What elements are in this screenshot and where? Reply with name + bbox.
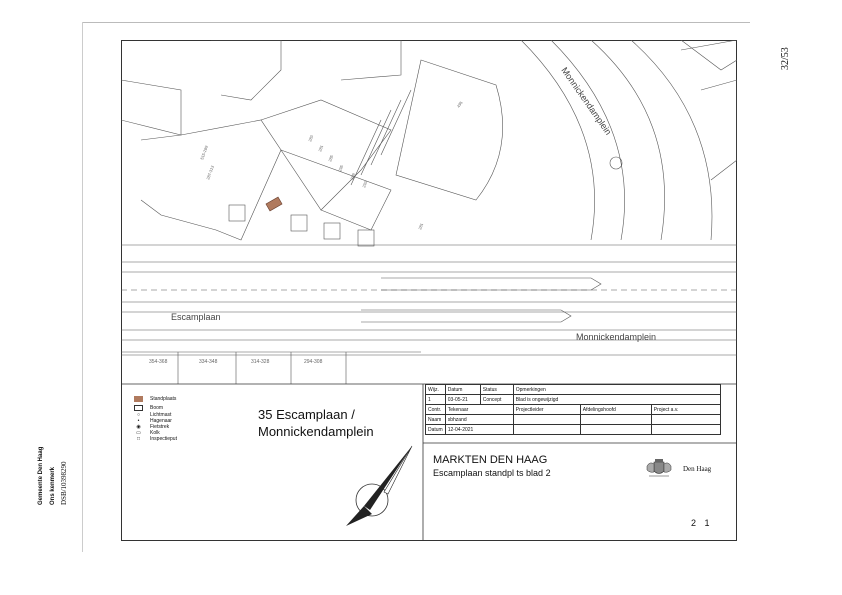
title-block <box>425 444 731 540</box>
revision-header-row <box>426 385 721 395</box>
bicycle-rack-icon: ◉ <box>136 424 141 430</box>
legend-label: Standplaats <box>150 396 177 402</box>
table-cell: Project a.v. <box>651 405 720 415</box>
table-cell <box>580 425 651 435</box>
revision-table <box>425 384 721 435</box>
bollard-icon: • <box>137 418 140 424</box>
table-cell: Blad is ongewijzigd <box>513 395 720 405</box>
title-line-1: 35 Escamplaan / <box>258 407 355 422</box>
north-arrow-icon <box>344 444 414 534</box>
table-cell: Opmerkingen <box>513 385 720 395</box>
kenmerk-value: DSB/10398290 <box>60 461 68 505</box>
house-number: 281 <box>417 222 425 231</box>
house-number: 495 <box>455 100 464 109</box>
legend-label: Inspectieput <box>150 436 177 442</box>
house-number: 287-313 <box>205 164 215 181</box>
street-label: Monnickendamplein <box>576 332 657 342</box>
legend-label: Fietstrek <box>150 424 170 430</box>
table-cell: Afdelingshoofd <box>580 405 651 415</box>
name-row <box>426 415 721 425</box>
drawing-subtitle: Escamplaan standpl ts blad 2 <box>433 468 551 478</box>
table-cell: Projectleider <box>513 405 580 415</box>
house-number: 334-348 <box>199 359 218 365</box>
house-number: 294-308 <box>304 359 323 365</box>
house-number: 354-368 <box>149 359 168 365</box>
table-cell: Wijz. <box>426 385 446 395</box>
kenmerk-label: Ons kenmerk <box>50 466 56 505</box>
tree-icon <box>134 405 143 411</box>
roles-row <box>426 405 721 415</box>
legend-label: Boom <box>150 405 164 411</box>
legend-label: Hagenaar <box>150 418 172 424</box>
lamp-post-icon: ○ <box>136 412 141 418</box>
organisation-heading: MARKTEN DEN HAAG <box>433 454 548 466</box>
table-cell: Contr. <box>426 405 446 415</box>
house-number: 295 <box>337 164 345 173</box>
house-number: 281 <box>317 144 325 153</box>
table-cell: Naam <box>426 415 446 425</box>
house-number: 515-289 <box>199 144 209 161</box>
street-label: Monnickendamplein <box>559 65 614 137</box>
house-number: 289 <box>349 172 357 181</box>
manhole-icon: □ <box>136 436 141 442</box>
table-cell <box>651 415 720 425</box>
den-haag-crest-icon <box>645 458 673 478</box>
legend-label: Lichtmast <box>150 412 172 418</box>
table-cell: 12-04-2021 <box>445 425 513 435</box>
house-number: 285 <box>327 154 335 163</box>
table-cell: Tekenaar <box>445 405 513 415</box>
house-number: 314-328 <box>251 359 270 365</box>
table-cell <box>513 415 580 425</box>
drain-icon: ▭ <box>136 430 141 436</box>
table-cell: Datum <box>426 425 446 435</box>
date-row <box>426 425 721 435</box>
organisation-label: Gemeente Den Haag <box>38 446 44 505</box>
house-number: 283 <box>307 134 315 143</box>
standplaats-swatch <box>134 396 143 402</box>
drawing-title <box>258 406 374 440</box>
street-label: Escamplaan <box>171 312 221 322</box>
table-cell: 1 <box>426 395 446 405</box>
sheet-number: 2 1 <box>691 518 710 528</box>
table-cell <box>651 425 720 435</box>
house-number: 293 <box>361 180 369 189</box>
den-haag-label: Den Haag <box>683 465 712 473</box>
table-cell: Status <box>480 385 513 395</box>
legend <box>122 384 422 540</box>
top-rule <box>82 22 750 23</box>
left-rule <box>82 22 83 552</box>
table-cell <box>513 425 580 435</box>
table-cell: Concept <box>480 395 513 405</box>
revision-row <box>426 395 721 405</box>
page-number: 32/53 <box>780 47 791 70</box>
title-line-2: Monnickendamplein <box>258 424 374 439</box>
table-cell <box>580 415 651 425</box>
table-cell: 03-05-21 <box>445 395 480 405</box>
legend-label: Kolk <box>150 430 160 436</box>
table-cell: sbhzand <box>445 415 513 425</box>
table-cell: Datum <box>445 385 480 395</box>
